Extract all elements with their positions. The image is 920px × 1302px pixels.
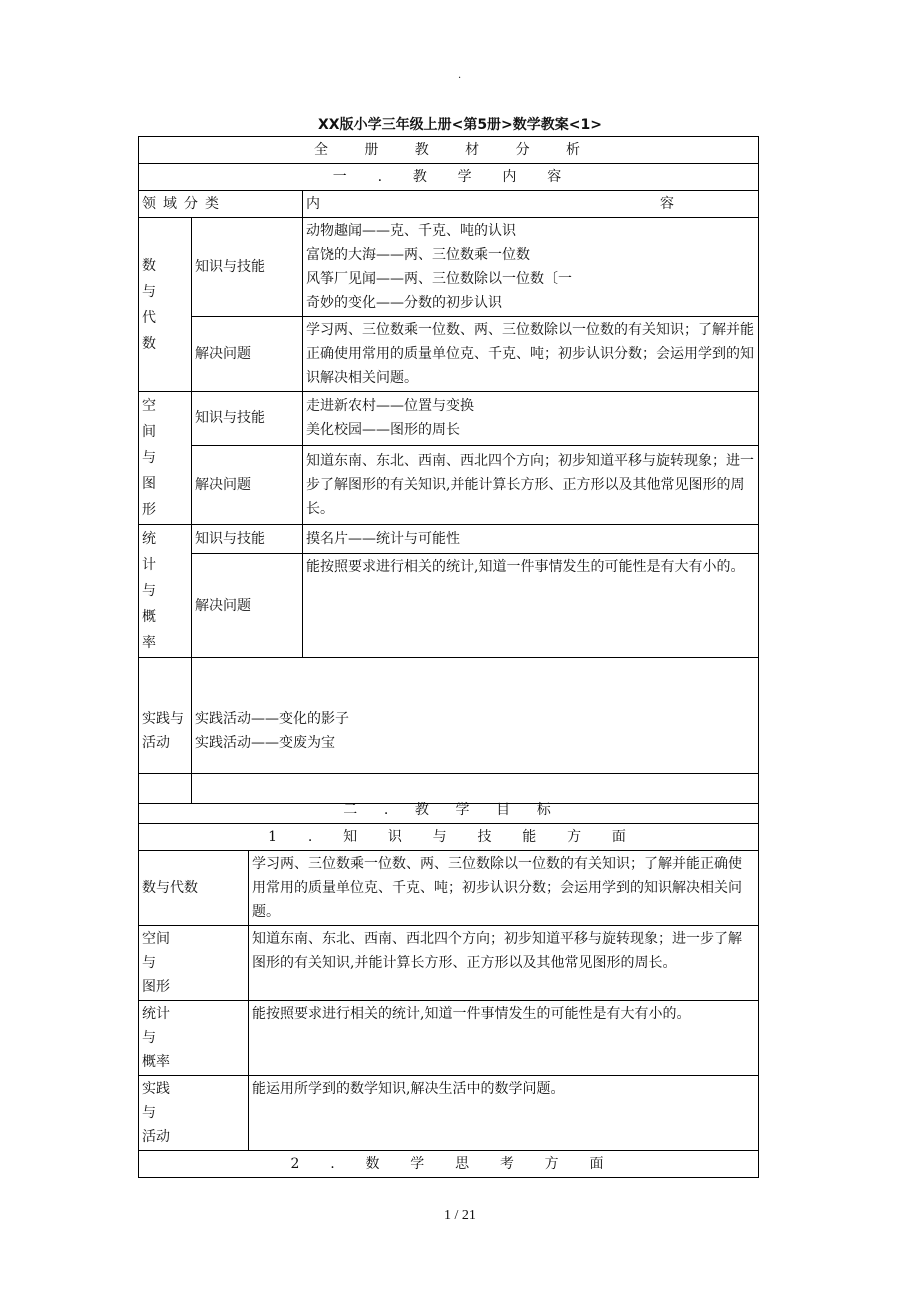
subsection-math-thinking: 2.数学思考方面 <box>139 1151 759 1178</box>
domain-space-shape: 空 间 与 图 形 <box>139 392 192 525</box>
knowledge-content: 摸名片——统计与可能性 <box>303 525 759 554</box>
subsection-knowledge-skills: 1.知识与技能方面 <box>139 824 759 851</box>
problem-content: 知道东南、东北、西南、西北四个方向；初步知道平移与旋转现象；进一步了解图形的有关知识,并能计算长方形、正方形以及其他常见图形的周长。 <box>303 445 759 524</box>
column-field: 领域分类 <box>139 191 303 218</box>
goal-domain-name: 统计 与 概率 <box>139 1001 249 1076</box>
problem-label: 解决问题 <box>192 554 303 658</box>
knowledge-label: 知识与技能 <box>192 218 303 317</box>
goal-content: 能运用所学到的数学知识,解决生活中的数学问题。 <box>249 1076 759 1151</box>
problem-label: 解决问题 <box>192 445 303 524</box>
practice-content: 实践活动——变化的影子 实践活动——变废为宝 <box>192 658 759 804</box>
problem-content: 能按照要求进行相关的统计,知道一件事情发生的可能性是有大有小的。 <box>303 554 759 658</box>
knowledge-label: 知识与技能 <box>192 525 303 554</box>
goal-content: 能按照要求进行相关的统计,知道一件事情发生的可能性是有大有小的。 <box>249 1001 759 1076</box>
header-dot: . <box>458 70 462 81</box>
problem-label: 解决问题 <box>192 317 303 392</box>
goal-domain-name: 空间 与 图形 <box>139 926 249 1001</box>
domain-statistics-probability: 统 计 与 概 率 <box>139 525 192 658</box>
knowledge-content: 走进新农村——位置与变换 美化校园——图形的周长 <box>303 392 759 446</box>
goal-content: 学习两、三位数乘一位数、两、三位数除以一位数的有关知识；了解并能正确使用常用的质量单位克、千克、吨；初步认识分数；会运用学到的知识解决相关问题。 <box>249 851 759 926</box>
section-teaching-content: 一.教学内容 <box>139 164 759 191</box>
domain-number-algebra: 数 与 代 数 <box>139 218 192 392</box>
knowledge-content: 动物趣闻——克、千克、吨的认识 富饶的大海——两、三位数乘一位数 风筝厂见闻——两、三位数除以一位数〔一 奇妙的变化——分数的初步认识 <box>303 218 759 317</box>
goals-table <box>138 773 759 1178</box>
knowledge-label: 知识与技能 <box>192 392 303 446</box>
domain-practice-activity: 实践与 活动 <box>139 658 192 804</box>
page-title: XX版小学三年级上册<第5册>数学教案<1> <box>318 117 602 133</box>
goal-content: 知道东南、东北、西南、西北四个方向；初步知道平移与旋转现象；进一步了解图形的有关知识,并能计算长方形、正方形以及其他常见图形的周长。 <box>249 926 759 1001</box>
goal-domain-name: 实践 与 活动 <box>139 1076 249 1151</box>
page-number: 1 / 21 <box>444 1208 476 1223</box>
table-header: 全册教材分析 <box>139 137 759 164</box>
column-content: 内 容 <box>303 191 759 218</box>
analysis-table <box>138 136 759 804</box>
goal-domain-name: 数与代数 <box>139 851 249 926</box>
problem-content: 学习两、三位数乘一位数、两、三位数除以一位数的有关知识；了解并能正确使用常用的质量单位克、千克、吨；初步认识分数；会运用学到的知识解决相关问题。 <box>303 317 759 392</box>
section-teaching-goals: 二.教学目标 <box>139 774 759 824</box>
